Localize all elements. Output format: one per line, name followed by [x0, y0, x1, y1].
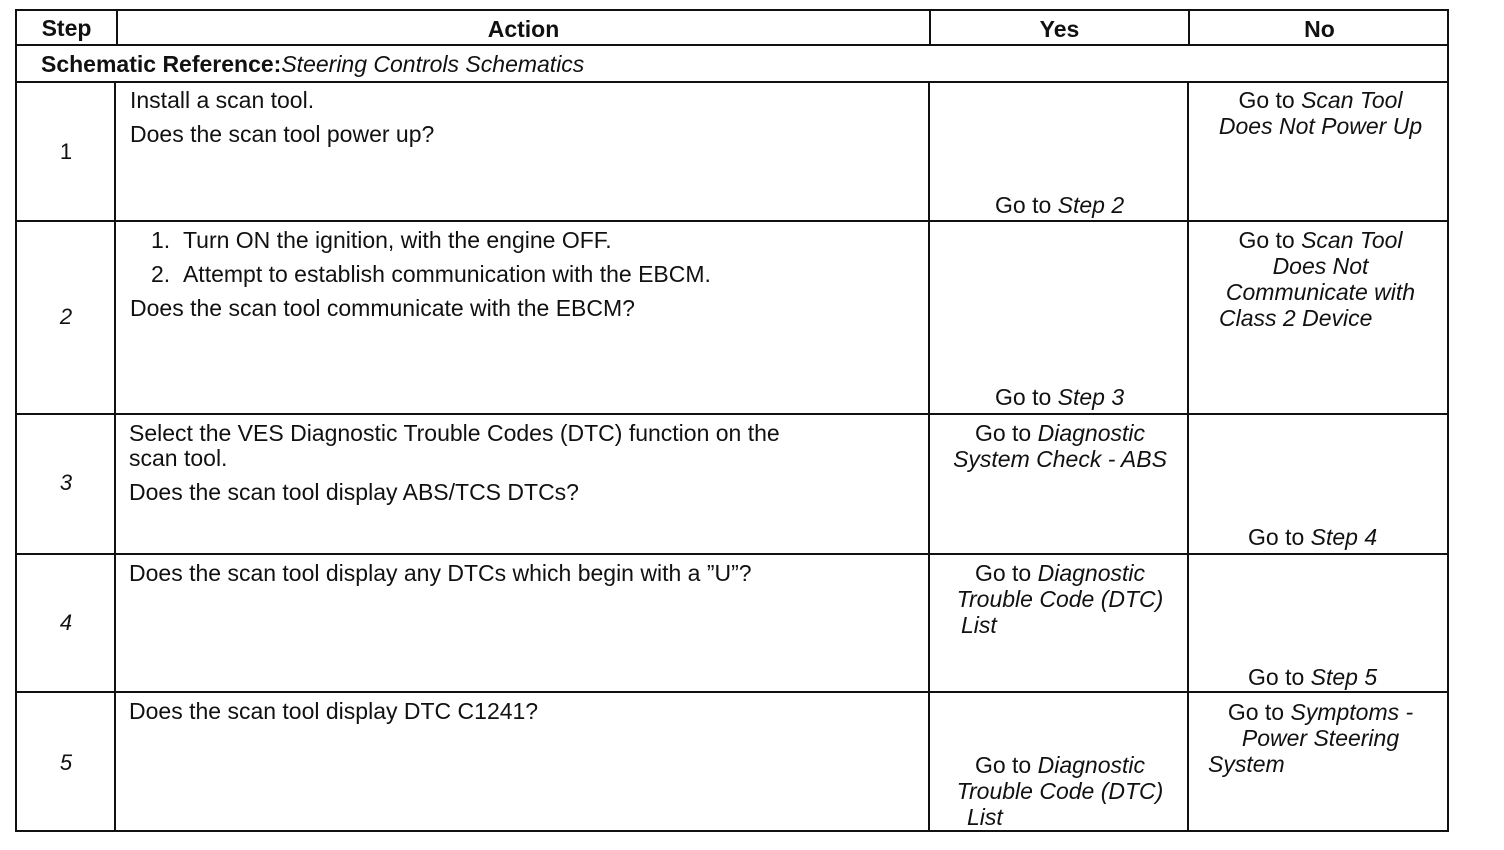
go-to-prefix: Go to	[995, 384, 1052, 410]
action-text: Select the VES Diagnostic Trouble Codes (DTC) function on the	[129, 420, 780, 446]
action-question: Does the scan tool communicate with the EBCM?	[130, 295, 635, 321]
go-to-target: Step 2	[1057, 192, 1125, 218]
row-divider	[17, 413, 1447, 415]
diagnostic-table	[15, 9, 1449, 832]
go-to-target: Power Steering	[1241, 725, 1400, 751]
go-to-prefix: Go to	[974, 420, 1032, 446]
go-to-target: Trouble Code (DTC)	[956, 778, 1164, 804]
yes-go-to-link[interactable]	[995, 384, 1124, 410]
step-number: 1	[59, 139, 73, 164]
no-go-to-link[interactable]	[1190, 699, 1451, 777]
step-number: 2	[59, 304, 73, 329]
no-go-to-link[interactable]	[1190, 87, 1451, 139]
schematic-label: Schematic Reference:	[41, 51, 282, 77]
step-number: 3	[59, 470, 73, 495]
go-to-target: Does Not	[1272, 253, 1369, 279]
row-divider	[17, 220, 1447, 222]
go-to-target: Step 4	[1310, 524, 1378, 550]
header-step: Step	[41, 15, 92, 41]
step-number: 5	[59, 750, 73, 775]
go-to-target: Diagnostic	[1037, 420, 1146, 446]
step-number: 4	[59, 610, 73, 635]
go-to-target: List	[961, 612, 997, 638]
go-to-target: Scan Tool	[1301, 227, 1403, 253]
no-go-to-link[interactable]	[1248, 524, 1377, 550]
action-list-item	[151, 261, 711, 287]
col-divider	[114, 81, 116, 830]
go-to-prefix: Go to	[1238, 227, 1295, 253]
go-to-prefix: Go to	[974, 560, 1032, 586]
action-question: Does the scan tool display any DTCs which begin with a ”U”?	[129, 560, 752, 586]
list-text: Attempt to establish communication with the EBCM.	[182, 261, 711, 287]
list-number: 2.	[151, 261, 171, 287]
go-to-target: Symptoms -	[1290, 699, 1414, 725]
row-divider	[17, 44, 1447, 46]
go-to-target: Class 2 Device	[1219, 305, 1373, 331]
go-to-prefix: Go to	[974, 752, 1032, 778]
go-to-target: System	[1208, 751, 1285, 777]
go-to-target: System Check - ABS	[953, 446, 1167, 472]
col-divider	[928, 81, 930, 830]
go-to-target: Communicate with	[1225, 279, 1416, 305]
go-to-prefix: Go to	[995, 192, 1052, 218]
schematic-link[interactable]: Steering Controls Schematics	[281, 51, 585, 77]
yes-go-to-link[interactable]	[931, 420, 1189, 472]
yes-go-to-link[interactable]	[931, 752, 1189, 830]
yes-go-to-link[interactable]	[931, 560, 1189, 638]
no-go-to-link[interactable]	[1248, 664, 1377, 690]
go-to-prefix: Go to	[1248, 524, 1305, 550]
go-to-target: Step 5	[1310, 664, 1378, 690]
list-text: Turn ON the ignition, with the engine OFF.	[182, 227, 612, 253]
header-action: Action	[487, 16, 560, 42]
header-yes: Yes	[1039, 16, 1080, 42]
go-to-prefix: Go to	[1248, 664, 1305, 690]
row-divider	[17, 691, 1447, 693]
yes-go-to-link[interactable]	[995, 192, 1124, 218]
go-to-target: Diagnostic	[1037, 752, 1146, 778]
action-question: Does the scan tool power up?	[130, 121, 435, 147]
action-text: Install a scan tool.	[130, 87, 315, 113]
row-divider	[17, 553, 1447, 555]
action-text: scan tool.	[129, 445, 228, 471]
header-no: No	[1304, 16, 1335, 42]
action-question: Does the scan tool display DTC C1241?	[129, 698, 539, 724]
action-question: Does the scan tool display ABS/TCS DTCs?	[129, 479, 579, 505]
go-to-prefix: Go to	[1227, 699, 1285, 725]
no-go-to-link[interactable]	[1190, 227, 1451, 331]
go-to-target: Trouble Code (DTC)	[956, 586, 1164, 612]
go-to-prefix: Go to	[1238, 87, 1295, 113]
go-to-target: Does Not Power Up	[1218, 113, 1423, 139]
go-to-target: Diagnostic	[1037, 560, 1146, 586]
row-divider	[17, 81, 1447, 83]
list-number: 1.	[151, 227, 171, 253]
go-to-target: Step 3	[1057, 384, 1125, 410]
action-list-item	[151, 227, 612, 253]
go-to-target: Scan Tool	[1301, 87, 1403, 113]
schematic-reference	[41, 51, 584, 77]
go-to-target: List	[967, 804, 1003, 830]
